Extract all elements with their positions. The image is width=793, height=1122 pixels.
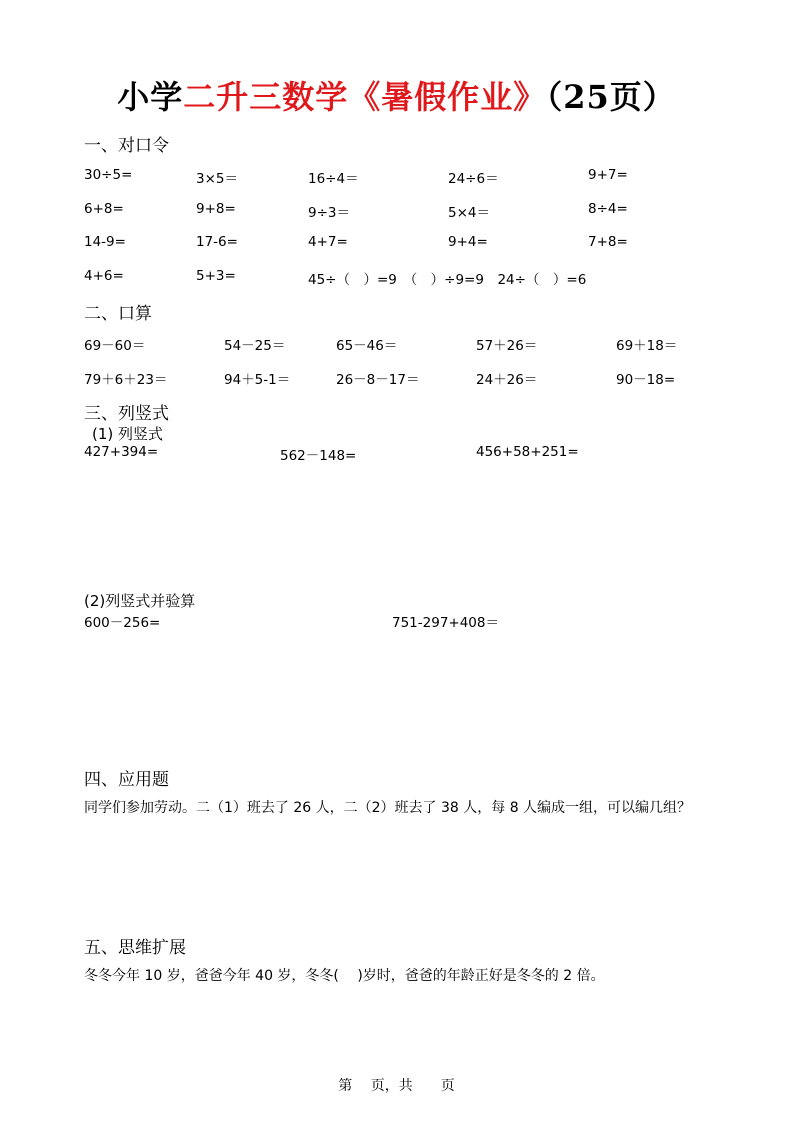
s1-r1-c5: 9+7= bbox=[588, 167, 628, 183]
s1-r3-c3: 4+7= bbox=[308, 234, 348, 250]
s4-problem-text: 同学们参加劳动。二（1）班去了 26 人，二（2）班去了 38 人，每 8 人编成一组，可以编几组？ bbox=[84, 800, 692, 816]
s1-r2-c3: 9÷3＝ bbox=[308, 205, 350, 221]
s1-r4-c1: 4+6= bbox=[84, 268, 124, 284]
title-highlight: 二升三数学《暑假作业》 bbox=[183, 78, 547, 116]
s1-r1-c4: 24÷6＝ bbox=[448, 171, 499, 187]
s2-r2-c3: 26－8－17＝ bbox=[336, 372, 420, 388]
s1-r4-c2: 5+3= bbox=[196, 268, 236, 284]
s3-p2-c2: 751-297+408＝ bbox=[392, 615, 499, 631]
s3-p1-c2: 562－148= bbox=[280, 448, 357, 464]
s3-subheading-2: (2)列竖式并验算 bbox=[84, 592, 196, 610]
s1-r3-c4: 9+4= bbox=[448, 234, 488, 250]
page-footer: 第 页，共 页 bbox=[338, 1078, 455, 1094]
s1-r1-c1: 30÷5= bbox=[84, 167, 133, 183]
s2-r2-c4: 24＋26＝ bbox=[476, 372, 538, 388]
s2-r1-c3: 65－46＝ bbox=[336, 338, 398, 354]
s3-p1-c3: 456+58+251= bbox=[476, 444, 579, 460]
section-5-heading: 五、思维扩展 bbox=[84, 938, 186, 958]
section-2-heading: 二、口算 bbox=[84, 304, 152, 324]
s2-r2-c2: 94＋5-1＝ bbox=[224, 372, 291, 388]
s1-r3-c1: 14-9= bbox=[84, 234, 126, 250]
s1-r4-c3: 45÷（ ）=9 （ ）÷9=9 24÷（ ）=6 bbox=[308, 272, 587, 288]
s1-r1-c2: 3×5＝ bbox=[196, 171, 238, 187]
s3-subheading-1: (1) 列竖式 bbox=[92, 425, 164, 443]
s3-p2-c1: 600－256= bbox=[84, 615, 161, 631]
s2-r1-c2: 54－25＝ bbox=[224, 338, 286, 354]
s1-r2-c1: 6+8= bbox=[84, 201, 124, 217]
s2-r2-c5: 90－18= bbox=[616, 372, 676, 388]
s1-r3-c5: 7+8= bbox=[588, 234, 628, 250]
s2-r1-c5: 69＋18＝ bbox=[616, 338, 678, 354]
title-suffix: （25页） bbox=[546, 78, 676, 116]
s1-r2-c4: 5×4＝ bbox=[448, 205, 490, 221]
s1-r3-c2: 17-6= bbox=[196, 234, 238, 250]
section-4-heading: 四、应用题 bbox=[84, 770, 169, 790]
s1-r2-c2: 9+8= bbox=[196, 201, 236, 217]
s2-r1-c1: 69－60＝ bbox=[84, 338, 146, 354]
s1-r1-c3: 16÷4＝ bbox=[308, 171, 359, 187]
s2-r1-c4: 57＋26＝ bbox=[476, 338, 538, 354]
s5-problem-text: 冬冬今年 10 岁，爸爸今年 40 岁，冬冬( )岁时，爸爸的年龄正好是冬冬的 2 倍。 bbox=[84, 968, 605, 984]
s1-r2-c5: 8÷4= bbox=[588, 201, 628, 217]
s3-p1-c1: 427+394= bbox=[84, 444, 159, 460]
page-title bbox=[0, 72, 793, 118]
title-prefix: 小学 bbox=[117, 78, 184, 116]
section-3-heading: 三、列竖式 bbox=[84, 404, 169, 424]
s2-r2-c1: 79＋6＋23＝ bbox=[84, 372, 168, 388]
section-1-heading: 一、对口令 bbox=[84, 136, 169, 156]
